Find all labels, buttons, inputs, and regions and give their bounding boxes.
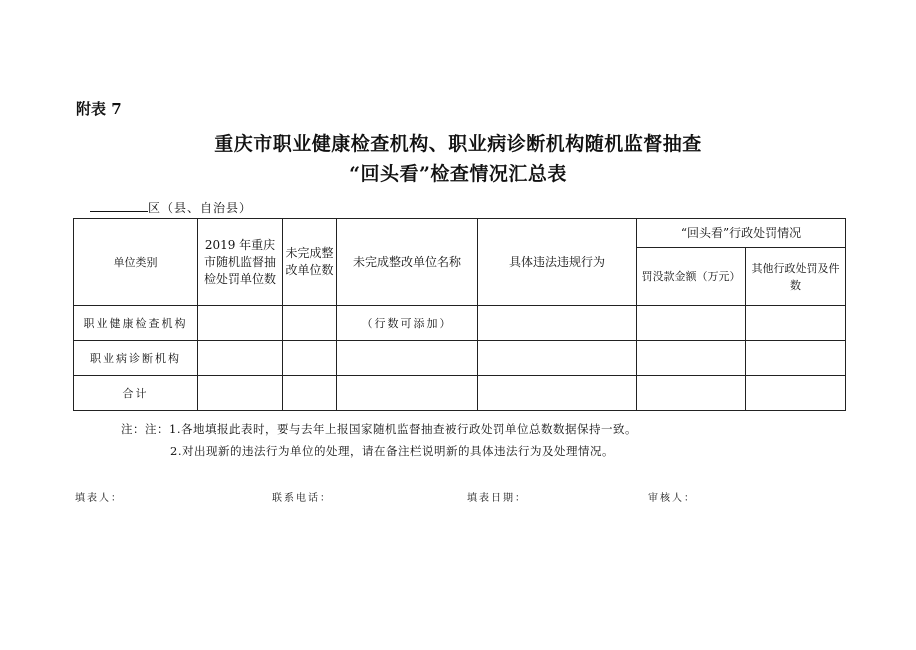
header-lookback-group: “回头看”行政处罚情况 xyxy=(637,219,846,248)
table-cell[interactable] xyxy=(478,306,637,341)
table-cell[interactable] xyxy=(478,376,637,411)
table-cell[interactable] xyxy=(478,341,637,376)
header-other-penalties: 其他行政处罚及件数 xyxy=(746,248,846,306)
note-line-2: 2.对出现新的违法行为单位的处理，请在备注栏说明新的具体违法行为及处理情况。 xyxy=(170,444,614,458)
row-label: 职业病诊断机构 xyxy=(74,341,198,376)
table-cell[interactable] xyxy=(637,306,746,341)
row-label: 职业健康检查机构 xyxy=(74,306,198,341)
table-cell[interactable] xyxy=(283,376,337,411)
table-cell[interactable] xyxy=(337,376,478,411)
signature-date: 填表日期： xyxy=(467,493,527,504)
attachment-label: 附表 7 xyxy=(76,100,122,118)
header-fine-amount: 罚没款金额（万元） xyxy=(637,248,746,306)
header-unrectified-names: 未完成整改单位名称 xyxy=(337,219,478,306)
signature-phone: 联系电话： xyxy=(272,493,332,504)
document-title-line2: “回头看”检查情况汇总表 xyxy=(349,163,567,185)
table-cell[interactable] xyxy=(746,306,846,341)
header-unrectified-count: 未完成整改单位数 xyxy=(283,219,337,306)
header-unit-type: 单位类别 xyxy=(74,219,198,306)
signature-reviewer: 审核人： xyxy=(648,493,696,504)
table-row xyxy=(74,341,846,376)
table-cell[interactable] xyxy=(637,341,746,376)
table-cell[interactable] xyxy=(198,306,283,341)
table-row xyxy=(74,306,846,341)
note-line-1: 注：注：1.各地填报此表时，要与去年上报国家随机监督抽查被行政处罚单位总数数据保持一致。 xyxy=(121,422,637,436)
district-blank[interactable] xyxy=(90,199,148,212)
header-violations: 具体违法违规行为 xyxy=(478,219,637,306)
table-row xyxy=(74,376,846,411)
table-cell[interactable] xyxy=(283,341,337,376)
table-cell[interactable] xyxy=(198,376,283,411)
document-title-line1: 重庆市职业健康检查机构、职业病诊断机构随机监督抽查 xyxy=(214,133,702,155)
summary-table xyxy=(73,218,846,411)
table-cell[interactable] xyxy=(337,341,478,376)
table-cell[interactable] xyxy=(637,376,746,411)
header-penalized-count: 2019 年重庆市随机监督抽检处罚单位数 xyxy=(198,219,283,306)
table-header-row xyxy=(74,219,846,248)
district-field xyxy=(90,199,252,216)
table-cell[interactable] xyxy=(746,376,846,411)
table-cell[interactable] xyxy=(746,341,846,376)
table-cell[interactable]: （行数可添加） xyxy=(337,306,478,341)
table-cell[interactable] xyxy=(198,341,283,376)
signature-filler: 填表人： xyxy=(75,493,123,504)
row-label: 合计 xyxy=(74,376,198,411)
table-cell[interactable] xyxy=(283,306,337,341)
district-label: 区（县、自治县） xyxy=(148,201,253,215)
